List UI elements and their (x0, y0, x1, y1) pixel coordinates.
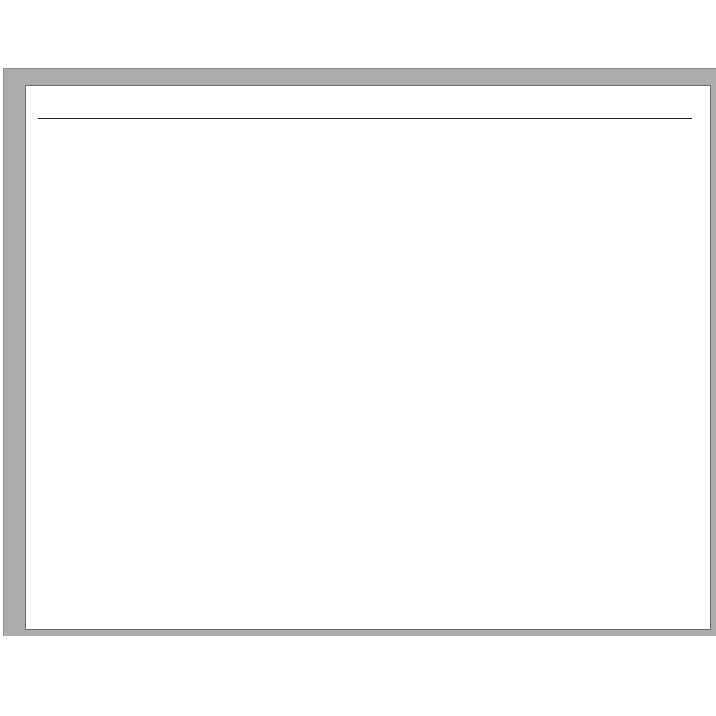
cashflow-sheet (38, 118, 692, 119)
spreadsheet-page (25, 85, 711, 630)
preview-viewport (3, 68, 716, 636)
table-top-divider (38, 118, 692, 119)
